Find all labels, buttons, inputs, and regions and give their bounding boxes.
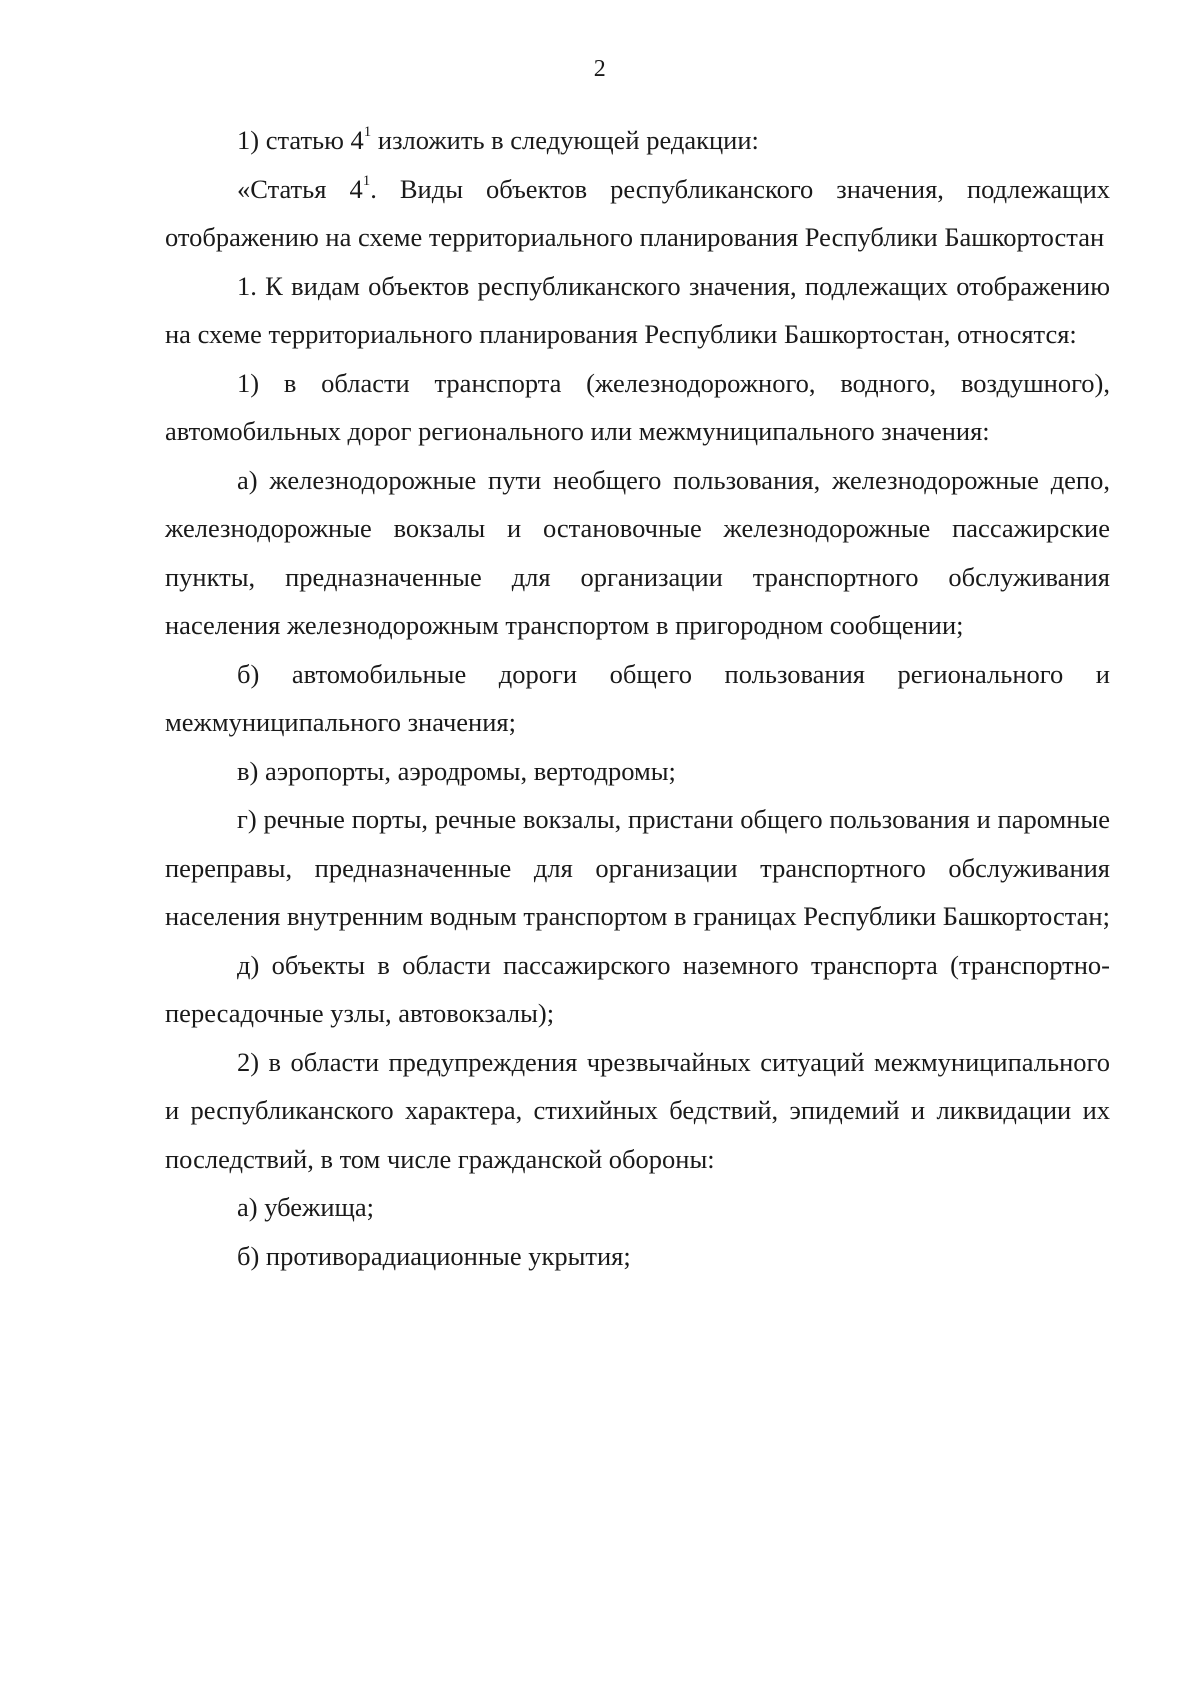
paragraph-subitem-b-roads: б) автомобильные дороги общего пользования регионального и межмуниципального значения; bbox=[165, 658, 1110, 737]
paragraph-item-transport: 1) в области транспорта (железнодорожного, водного, воздушного), автомобильных дорог регионального или межмуниципального значения: bbox=[165, 367, 1110, 446]
superscript-index: 1 bbox=[363, 124, 372, 140]
paragraph-article-amendment bbox=[165, 116, 1110, 165]
paragraph-text: . Виды объектов республиканского значения, подлежащих отображению на схеме территориального планирования Республики Башкортостан bbox=[165, 173, 1110, 252]
page-number: 2 bbox=[593, 56, 607, 82]
paragraph-subitem-v-airports: в) аэропорты, аэродромы, вертодромы; bbox=[237, 755, 676, 786]
paragraph-article-title bbox=[165, 165, 1110, 262]
paragraph-item-emergency: 2) в области предупреждения чрезвычайных ситуаций межмуниципального и республиканского характера, стихийных бедствий, эпидемий и ликвидации их последствий, в том числе гражданской обороны: bbox=[165, 1046, 1110, 1174]
paragraph-subitem-b-radiation-shelters: б) противорадиационные укрытия; bbox=[237, 1240, 631, 1271]
paragraph-text: «Статья 4 bbox=[237, 173, 363, 204]
paragraph-subitem-g-river-ports: г) речные порты, речные вокзалы, пристани общего пользования и паромные переправы, предназначенные для организации транспортного обслуживания населения внутренним водным транспортом в границах Республики Башкортостан; bbox=[165, 804, 1110, 931]
paragraph-text: изложить в следующей редакции: bbox=[371, 125, 759, 155]
paragraph-subitem-a-railway: а) железнодорожные пути необщего пользования, железнодорожные депо, железнодорожные вокзалы и остановочные железнодорожные пассажирские пункты, предназначенные для организации транспортного обслуживания населения железнодорожным транспортом в пригородном сообщении; bbox=[165, 464, 1110, 640]
superscript-index: 1 bbox=[362, 172, 371, 189]
paragraph-subitem-a-shelters: а) убежища; bbox=[237, 1192, 375, 1222]
paragraph-text: 1) статью 4 bbox=[237, 125, 364, 155]
paragraph-subitem-d-passenger-transport: д) объекты в области пассажирского наземного транспорта (транспортно-пересадочные узлы, автовокзалы); bbox=[165, 949, 1110, 1028]
document-body bbox=[165, 116, 1110, 1280]
paragraph-clause-1: 1. К видам объектов республиканского значения, подлежащих отображению на схеме территориального планирования Республики Башкортостан, относятся: bbox=[165, 270, 1110, 349]
